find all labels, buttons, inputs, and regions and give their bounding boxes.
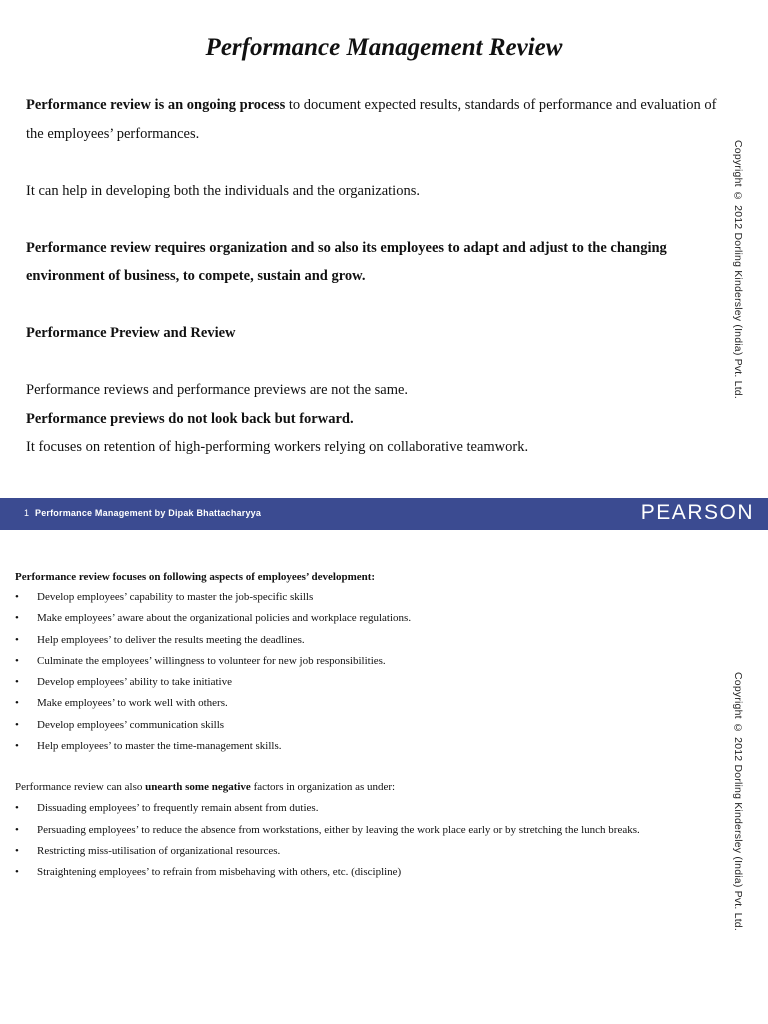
pearson-logo: PEARSON <box>640 501 754 524</box>
bullet-icon: • <box>15 866 19 879</box>
copyright-notice: Copyright © 2012 Dorling Kindersley (India) Pvt. Ltd. <box>732 140 744 399</box>
list-item-text: Make employees’ aware about the organizational policies and workplace regulations. <box>37 612 412 625</box>
list-item <box>15 651 715 672</box>
list-item-text: Help employees’ to master the time-management skills. <box>37 740 282 753</box>
list-item-text: Restricting miss-utilisation of organizational resources. <box>37 844 281 857</box>
list-item <box>15 841 715 862</box>
bullet-icon: • <box>15 844 19 857</box>
intro-bold-text: unearth some negative <box>145 781 251 794</box>
list-item <box>15 672 715 693</box>
list-item <box>15 736 715 757</box>
list-item <box>15 693 715 714</box>
slide-1-body <box>26 91 726 462</box>
list-item-text: Help employees’ to deliver the results meeting the deadlines. <box>37 633 305 646</box>
list-item <box>15 587 715 608</box>
negative-factors-intro <box>15 777 715 798</box>
list-item <box>15 862 715 883</box>
list-item <box>15 608 715 629</box>
list-item <box>15 630 715 651</box>
list-item <box>15 798 715 819</box>
list-item-text: Develop employees’ capability to master the job-specific skills <box>37 591 314 603</box>
bullet-icon: • <box>15 823 19 836</box>
bullet-icon: • <box>15 654 19 667</box>
paragraph-ongoing-process <box>26 91 726 148</box>
paragraph-not-same: Performance reviews and performance previews are not the same. <box>26 382 409 398</box>
intro-text: Performance review can also <box>15 781 146 794</box>
list-item-text: Develop employees’ ability to take initiative <box>37 676 232 689</box>
list-item-text: Persuading employees’ to reduce the absence from workstations, either by leaving the work place early or by stretching the lunch breaks. <box>37 823 640 836</box>
list-item <box>15 715 715 736</box>
copyright-notice-2: Copyright © 2012 Dorling Kindersley (India) Pvt. Ltd. <box>732 672 744 931</box>
paragraph-developing: It can help in developing both the individuals and the organizations. <box>26 182 420 199</box>
subheading-preview-review: Performance Preview and Review <box>26 325 236 341</box>
footer-bar <box>0 498 768 530</box>
paragraph-look-forward: Performance previews do not look back but forward. <box>26 410 354 427</box>
footer-title: Performance Management by Dipak Bhattacharyya <box>35 508 262 518</box>
bullet-icon: • <box>15 612 19 625</box>
development-list <box>15 587 715 757</box>
list-item-text: Make employees’ to work well with others. <box>37 697 228 710</box>
bullet-icon: • <box>15 740 19 753</box>
paragraph-retention: It focuses on retention of high-performing workers relying on collaborative teamwork. <box>26 439 529 455</box>
intro-text-end: factors in organization as under: <box>250 781 396 794</box>
negative-factors-list <box>15 798 715 883</box>
list-item-text: Straightening employees’ to refrain from misbehaving with others, etc. (discipline) <box>37 866 402 879</box>
paragraph-rest: to document expected results, standards of performance and evaluation of the employees’ performances. <box>26 97 717 142</box>
bullet-icon: • <box>15 802 19 815</box>
page-number: 1 <box>24 508 30 518</box>
slide-2 <box>0 530 768 1024</box>
development-heading: Performance review focuses on following aspects of employees’ development: <box>15 571 376 583</box>
bullet-icon: • <box>15 718 19 731</box>
list-item-text: Dissuading employees’ to frequently remain absent from duties. <box>37 802 319 815</box>
slide-2-body <box>15 568 715 884</box>
bullet-icon: • <box>15 676 19 689</box>
list-item-text: Develop employees’ communication skills <box>37 718 225 731</box>
list-item-text: Culminate the employees’ willingness to volunteer for new job responsibilities. <box>37 654 386 667</box>
bullet-icon: • <box>15 591 19 603</box>
paragraph-adapt-adjust: Performance review requires organization and so also its employees to adapt and adjust to the changing environment of business, to compete, sustain and grow. <box>26 239 667 284</box>
paragraph-bold-lead: Performance review is an ongoing process <box>26 97 286 113</box>
bullet-icon: • <box>15 633 19 646</box>
bullet-icon: • <box>15 697 19 710</box>
list-item <box>15 820 715 841</box>
page-title: Performance Management Review <box>205 34 563 61</box>
